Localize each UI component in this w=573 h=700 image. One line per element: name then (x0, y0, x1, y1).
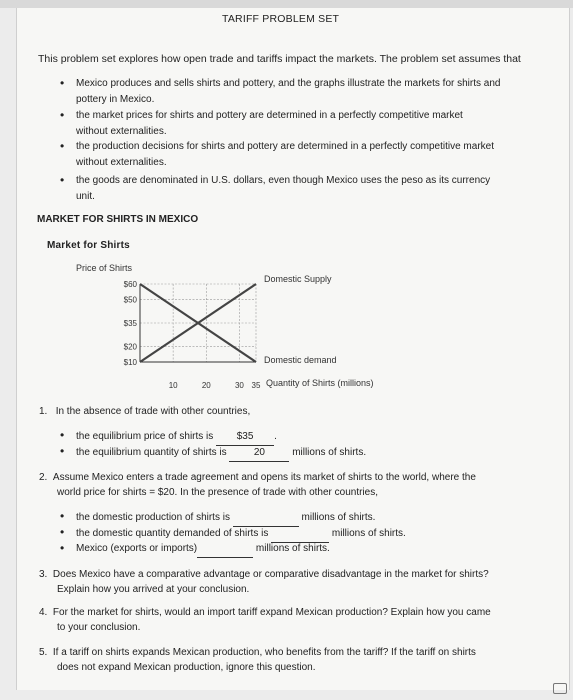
bullet-dot: • (60, 525, 65, 539)
expand-icon[interactable] (553, 683, 567, 694)
bullet-dot: • (60, 139, 65, 153)
bullet-dot: • (60, 173, 65, 187)
shirts-market-chart (70, 258, 410, 398)
y-axis-label: Price of Shirts (76, 263, 133, 273)
bullet-1: Mexico produces and sells shirts and pottery, and the graphs illustrate the markets for shirts and pottery in Mexico. (76, 78, 501, 105)
document-title: TARIFF PROBLEM SET (222, 13, 340, 25)
q2-production-line: the domestic production of shirts is millions of shirts. (76, 511, 556, 527)
bullet-dot: • (60, 509, 65, 523)
y-tick-label: $50 (123, 295, 137, 305)
q2-trade-blank[interactable] (197, 542, 253, 558)
q2-trade-line: Mexico (exports or imports) millions of shirts. (76, 542, 556, 558)
question-5: 5. If a tariff on shirts expands Mexican production, who benefits from the tariff? If the tariff on shirts does not expand Mexican production, ignore this question. (39, 647, 476, 673)
y-tick-label: $20 (123, 342, 137, 352)
q1-price-line: the equilibrium price of shirts is $35 . (76, 430, 556, 446)
graph-heading: Market for Shirts (47, 240, 130, 251)
question-3: 3. Does Mexico have a comparative advantage or comparative disadvantage in the market for shirts? Explain how you arrived at your conclusion. (39, 569, 489, 595)
demand-label: Domestic demand (264, 355, 337, 365)
top-bar (0, 0, 573, 8)
bullet-3: the production decisions for shirts and pottery are determined in a perfectly competitive market without externalities. (76, 141, 494, 168)
q2-demand-blank[interactable] (271, 527, 329, 543)
q2-production-blank[interactable] (233, 511, 299, 527)
question-2: 2. Assume Mexico enters a trade agreement and opens its market of shirts to the world, where the world price for shirts = $20. In the presence of trade with other countries, (39, 472, 476, 498)
bullet-dot: • (60, 76, 65, 90)
bullet-4: the goods are denominated in U.S. dollars, even though Mexico uses the peso as its currency unit. (76, 175, 491, 202)
y-tick-label: $35 (123, 319, 137, 328)
question-4: 4. For the market for shirts, would an import tariff expand Mexican production? Explain how you came to your conclusion. (39, 607, 491, 633)
bullet-dot: • (60, 108, 65, 122)
bullet-dot: • (60, 541, 65, 555)
question-1: 1. In the absence of trade with other countries, (39, 406, 251, 417)
bullet-2: the market prices for shirts and pottery are determined in a perfectly competitive market without externalities. (76, 110, 463, 137)
bullet-dot: • (60, 444, 65, 458)
supply-label: Domestic Supply (264, 274, 332, 284)
y-tick-label: $10 (123, 358, 137, 367)
x-tick-label: 35 (251, 381, 261, 390)
q2-demand-line: the domestic quantity demanded of shirts is millions of shirts. (76, 527, 556, 543)
q1-quantity-answer[interactable]: 20 (229, 446, 289, 462)
x-tick-label: 30 (234, 381, 244, 390)
section-heading: MARKET FOR SHIRTS IN MEXICO (37, 214, 199, 225)
y-tick-label: $60 (123, 280, 137, 289)
intro-text: This problem set explores how open trade and tariffs impact the markets. The problem set assumes that (38, 53, 521, 65)
q1-price-answer[interactable]: $35 (216, 430, 274, 446)
x-tick-label: 20 (201, 381, 211, 390)
x-axis-label: Quantity of Shirts (millions) (266, 378, 374, 388)
q1-quantity-line: the equilibrium quantity of shirts is 20 millions of shirts. (76, 446, 556, 462)
x-tick-label: 10 (168, 381, 178, 390)
bullet-dot: • (60, 428, 65, 442)
